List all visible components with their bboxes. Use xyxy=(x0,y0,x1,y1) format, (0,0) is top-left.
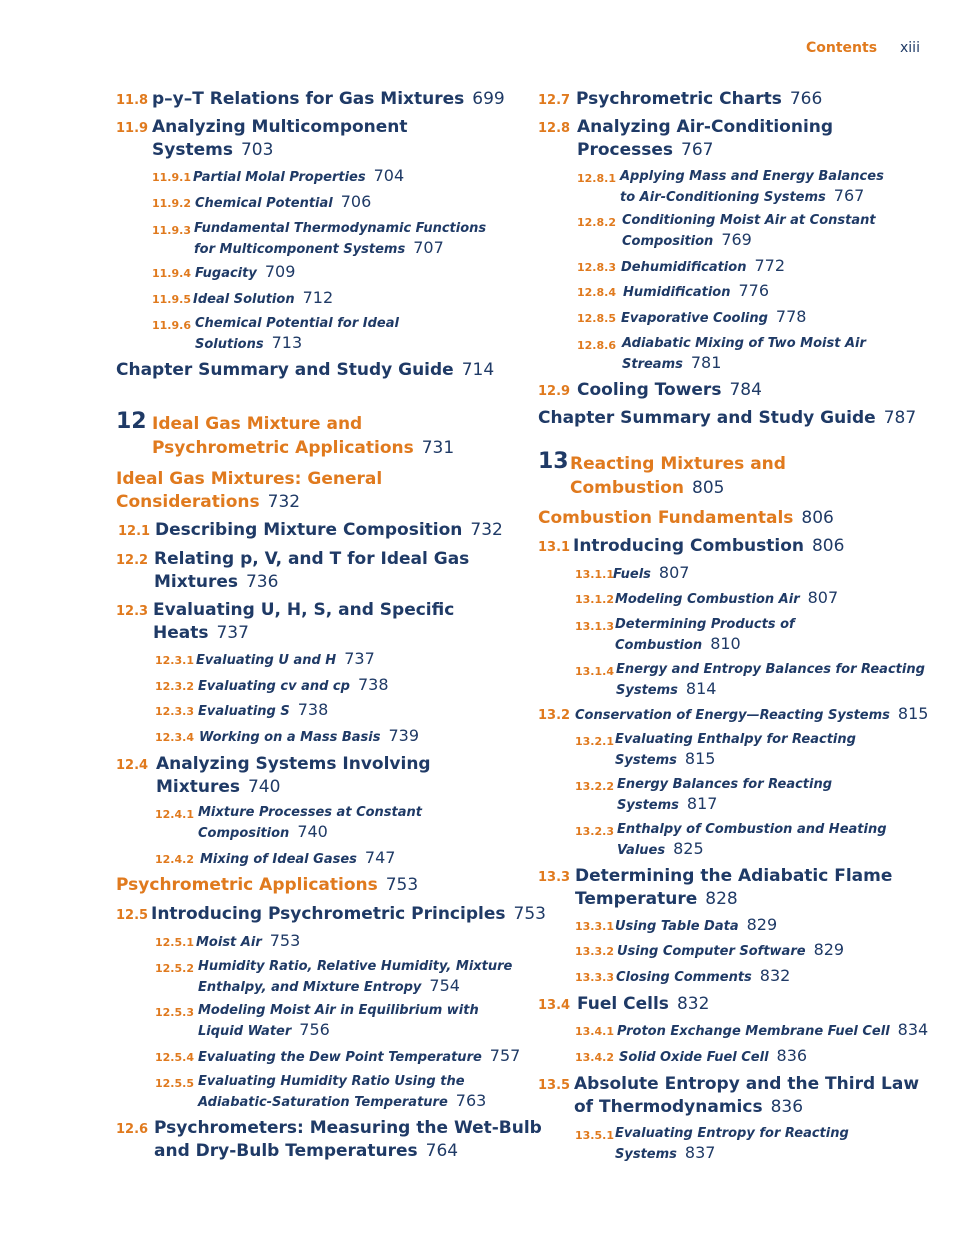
page-number: 753 xyxy=(385,875,419,895)
section-number: 12.8.5 xyxy=(577,312,616,325)
page-number: 815 xyxy=(684,749,716,768)
section-number: 13.3.3 xyxy=(575,971,614,984)
section-title-continued: Composition xyxy=(622,234,714,249)
page-number: 806 xyxy=(801,508,834,528)
section-title: Analyzing Multicomponent xyxy=(152,117,408,137)
toc-entry-12-5-4[interactable] xyxy=(155,1046,520,1067)
toc-entry-12-8-6[interactable] xyxy=(577,334,866,374)
section-title-continued: Mixtures xyxy=(156,777,240,797)
toc-entry-12-8-5[interactable] xyxy=(577,307,806,328)
toc-entry-12-8-4[interactable] xyxy=(577,281,769,302)
toc-entry-13-4-2[interactable] xyxy=(575,1046,807,1067)
page-number: 787 xyxy=(883,408,917,428)
section-number: 12.3.4 xyxy=(155,731,194,744)
section-number: 13.1.2 xyxy=(575,593,614,606)
toc-entry-13-4-1[interactable] xyxy=(575,1020,928,1041)
section-number: 12.8.2 xyxy=(577,216,616,229)
page-number: 754 xyxy=(429,976,460,995)
toc-entry-13-2-3[interactable] xyxy=(575,820,887,860)
section-title: Evaluating U and H xyxy=(196,653,337,668)
section-title-continued: Composition xyxy=(198,826,290,841)
section-title: Determining Products of xyxy=(615,617,795,632)
toc-entry-13-3-1[interactable] xyxy=(575,915,777,936)
toc-entry-11-9-6[interactable] xyxy=(152,314,399,354)
toc-entry-11-9[interactable] xyxy=(116,116,408,162)
section-title: Ideal Solution xyxy=(193,292,295,307)
section-title: Fuels xyxy=(613,567,651,582)
header-section: Contents xyxy=(806,40,878,56)
toc-entry-12-5-1[interactable] xyxy=(155,931,300,952)
toc-entry-12-5-5[interactable] xyxy=(155,1072,486,1112)
toc-entry-11-9-3[interactable] xyxy=(152,219,486,259)
section-title-continued: Adiabatic-Saturation Temperature xyxy=(198,1095,448,1110)
page-number: 707 xyxy=(413,238,444,257)
section-number: 12.8 xyxy=(538,121,571,136)
section-title: Conservation of Energy—Reacting Systems xyxy=(575,708,890,723)
page-number: 757 xyxy=(489,1046,521,1065)
section-title: Evaluating U, H, S, and Specific xyxy=(153,600,455,620)
page-number: 806 xyxy=(811,536,845,556)
toc-entry-11-9-1[interactable] xyxy=(152,166,404,187)
page-number: 772 xyxy=(754,256,785,275)
section-number: 12.9 xyxy=(538,384,571,399)
section-title-continued: Systems xyxy=(615,753,677,768)
page-number: 737 xyxy=(216,623,249,643)
section-number: 12.6 xyxy=(116,1122,149,1137)
section-number: 13.3 xyxy=(538,870,571,885)
page-number: 828 xyxy=(705,889,738,909)
toc-entry-chapter-11-summary[interactable] xyxy=(116,359,494,382)
toc-entry-12-5-3[interactable] xyxy=(155,1001,479,1041)
page-number: 738 xyxy=(357,675,389,694)
toc-entry-12-4-1[interactable] xyxy=(155,803,422,843)
section-title-continued: for Multicomponent Systems xyxy=(194,242,406,257)
page-number: 825 xyxy=(673,839,704,858)
toc-part-combustion-fundamentals[interactable] xyxy=(538,507,834,530)
section-number: 13.5.1 xyxy=(575,1129,614,1142)
section-number: 11.9 xyxy=(116,121,149,136)
toc-entry-12-2[interactable] xyxy=(116,548,469,594)
section-title: Chemical Potential for Ideal xyxy=(195,316,399,331)
part-title: Psychrometric Applications xyxy=(116,875,378,895)
section-title: Proton Exchange Membrane Fuel Cell xyxy=(617,1024,890,1039)
page-number: 747 xyxy=(364,848,396,867)
toc-chapter-13[interactable] xyxy=(538,449,786,500)
section-title: Using Table Data xyxy=(615,919,739,934)
section-number: 12.5.1 xyxy=(155,936,194,949)
page-number: 739 xyxy=(388,726,420,745)
page-number: 713 xyxy=(271,333,303,352)
section-title: Mixture Processes at Constant xyxy=(198,805,422,820)
toc-entry-12-4[interactable] xyxy=(116,753,431,799)
section-number: 12.5 xyxy=(116,908,149,923)
section-title: Evaporative Cooling xyxy=(621,311,768,326)
section-title-continued: Mixtures xyxy=(154,572,238,592)
page-number: 832 xyxy=(676,994,710,1014)
section-title: Chapter Summary and Study Guide xyxy=(116,360,454,380)
chapter-number: 13 xyxy=(538,449,569,474)
toc-part-ideal-gas-mixtures[interactable] xyxy=(116,468,382,514)
section-number: 13.1.4 xyxy=(575,665,614,678)
section-number: 12.4 xyxy=(116,758,149,773)
section-number: 13.3.1 xyxy=(575,920,614,933)
toc-entry-12-3-2[interactable] xyxy=(155,675,389,696)
section-title: Partial Molal Properties xyxy=(193,170,366,185)
page-number: 767 xyxy=(833,186,865,205)
page-number: 738 xyxy=(297,700,329,719)
section-number: 13.4.2 xyxy=(575,1051,614,1064)
section-title-continued: Enthalpy, and Mixture Entropy xyxy=(198,980,422,995)
part-title: Ideal Gas Mixtures: General xyxy=(116,469,383,489)
toc-entry-12-3[interactable] xyxy=(116,599,454,645)
page-number: 736 xyxy=(245,572,279,592)
section-number: 12.4.2 xyxy=(155,853,194,866)
section-title: Chemical Potential xyxy=(195,196,333,211)
section-number: 12.2 xyxy=(116,553,149,568)
section-number: 12.3.1 xyxy=(155,654,194,667)
section-number: 11.9.4 xyxy=(152,267,191,280)
section-number: 12.1 xyxy=(118,524,151,539)
section-title: Absolute Entropy and the Third Law xyxy=(574,1074,920,1094)
section-number: 11.9.3 xyxy=(152,224,191,237)
section-title: Relating p, V, and T for Ideal Gas xyxy=(154,549,470,569)
page-number: 753 xyxy=(269,931,301,950)
toc-entry-13-3[interactable] xyxy=(538,865,892,911)
part-title: Combustion Fundamentals xyxy=(538,508,794,528)
page-number: 712 xyxy=(302,288,334,307)
toc-entry-12-3-3[interactable] xyxy=(155,700,328,721)
toc-entry-12-9[interactable] xyxy=(538,379,762,402)
page-number: 817 xyxy=(686,794,718,813)
toc-entry-chapter-12-summary[interactable] xyxy=(538,407,916,430)
section-title-continued: to Air-Conditioning Systems xyxy=(620,190,826,205)
section-title: Evaluating Humidity Ratio Using the xyxy=(198,1074,465,1089)
toc-entry-12-5-2[interactable] xyxy=(155,957,512,997)
section-title-continued: Liquid Water xyxy=(198,1024,292,1039)
section-title: Introducing Combustion xyxy=(573,536,804,556)
page-number: 731 xyxy=(421,438,455,458)
page-number: 815 xyxy=(897,704,929,723)
page-number: 832 xyxy=(759,966,791,985)
section-title: Chapter Summary and Study Guide xyxy=(538,408,876,428)
section-title: Evaluating cv and cp xyxy=(198,679,350,694)
part-title-continued: Considerations xyxy=(116,492,260,512)
section-number: 12.7 xyxy=(538,93,571,108)
section-title: Evaluating S xyxy=(198,704,290,719)
page-number: 740 xyxy=(247,777,281,797)
page-number: 778 xyxy=(775,307,807,326)
page-number: 763 xyxy=(455,1091,487,1110)
section-title-continued: of Thermodynamics xyxy=(574,1097,763,1117)
section-title-continued: Solutions xyxy=(195,337,264,352)
section-title: Modeling Moist Air in Equilibrium with xyxy=(198,1003,479,1018)
page-number: 737 xyxy=(344,649,375,668)
section-number: 12.8.6 xyxy=(577,339,616,352)
section-title: Fundamental Thermodynamic Functions xyxy=(194,221,487,236)
section-title-continued: Systems xyxy=(615,1147,677,1162)
toc-entry-13-1-4[interactable] xyxy=(575,660,925,700)
section-number: 12.8.3 xyxy=(577,261,616,274)
section-number: 12.3.3 xyxy=(155,705,194,718)
section-number: 12.3 xyxy=(116,604,149,619)
section-title-continued: Heats xyxy=(153,623,209,643)
page-number: 784 xyxy=(729,380,762,400)
section-title-continued: Processes xyxy=(577,140,674,160)
page-number: 829 xyxy=(746,915,778,934)
section-number: 12.5.3 xyxy=(155,1006,194,1019)
toc-entry-13-1[interactable] xyxy=(538,535,844,558)
header-page-number: xiii xyxy=(900,40,920,56)
toc-entry-13-5[interactable] xyxy=(538,1073,919,1119)
toc-entry-13-1-1[interactable] xyxy=(575,563,689,584)
section-number: 12.3.2 xyxy=(155,680,194,693)
chapter-title: Ideal Gas Mixture and xyxy=(152,414,363,434)
section-number: 13.4 xyxy=(538,998,571,1013)
section-title: Fuel Cells xyxy=(577,994,669,1014)
section-title: Working on a Mass Basis xyxy=(199,730,381,745)
section-number: 11.9.5 xyxy=(152,293,191,306)
section-number: 13.1.3 xyxy=(575,620,614,633)
section-title: Solid Oxide Fuel Cell xyxy=(619,1050,769,1065)
section-title: Enthalpy of Combustion and Heating xyxy=(617,822,887,837)
section-number: 13.3.2 xyxy=(575,945,614,958)
toc-entry-12-5[interactable] xyxy=(116,903,546,926)
section-title: Energy and Entropy Balances for Reacting xyxy=(616,662,925,677)
toc-chapter-12[interactable] xyxy=(116,409,455,460)
section-number: 13.1.1 xyxy=(575,568,614,581)
toc-entry-12-1[interactable] xyxy=(116,519,503,542)
page-number: 836 xyxy=(776,1046,808,1065)
section-number: 12.5.2 xyxy=(155,962,194,975)
chapter-title-continued: Combustion xyxy=(570,478,684,498)
section-title: Mixing of Ideal Gases xyxy=(200,852,357,867)
section-title: Psychrometric Charts xyxy=(576,89,782,109)
toc-entry-13-2[interactable] xyxy=(538,704,928,725)
page-number: 704 xyxy=(373,166,405,185)
section-title: Modeling Combustion Air xyxy=(615,592,800,607)
toc-entry-12-4-2[interactable] xyxy=(155,848,395,869)
toc-entry-12-3-1[interactable] xyxy=(155,649,375,670)
toc-entry-13-1-3[interactable] xyxy=(575,615,795,655)
page-number: 732 xyxy=(470,520,503,540)
chapter-title: Reacting Mixtures and xyxy=(570,454,786,474)
section-number: 12.4.1 xyxy=(155,808,194,821)
toc-part-psychrometric-applications[interactable] xyxy=(116,874,418,897)
section-number: 11.9.1 xyxy=(152,171,191,184)
section-number: 13.2 xyxy=(538,708,571,723)
section-title: p–y–T Relations for Gas Mixtures xyxy=(152,89,465,109)
page-number: 706 xyxy=(340,192,372,211)
page-number: 805 xyxy=(692,478,725,498)
section-title: Closing Comments xyxy=(616,970,752,985)
toc-entry-11-9-4[interactable] xyxy=(152,262,295,283)
toc-entry-13-4[interactable] xyxy=(538,993,709,1016)
toc-entry-13-2-1[interactable] xyxy=(575,730,856,770)
page-number: 776 xyxy=(738,281,770,300)
page-number: 836 xyxy=(770,1097,804,1117)
section-title: Humidity Ratio, Relative Humidity, Mixture xyxy=(198,959,513,974)
section-title-continued: Streams xyxy=(622,357,683,372)
section-title: Humidification xyxy=(623,285,731,300)
section-number: 12.5.4 xyxy=(155,1051,194,1064)
section-title: Dehumidification xyxy=(621,260,747,275)
section-number: 13.1 xyxy=(538,540,571,555)
section-title: Analyzing Systems Involving xyxy=(156,754,431,774)
section-number: 13.4.1 xyxy=(575,1025,614,1038)
toc-entry-13-1-2[interactable] xyxy=(575,588,838,609)
page-number: 781 xyxy=(690,353,722,372)
page-number: 732 xyxy=(267,492,301,512)
section-title-continued: Systems xyxy=(617,798,679,813)
section-number: 12.8.4 xyxy=(577,286,616,299)
section-title-continued: Combustion xyxy=(615,638,703,653)
chapter-title-continued: Psychrometric Applications xyxy=(152,438,414,458)
page-number: 767 xyxy=(681,140,714,160)
section-title-continued: Systems xyxy=(616,683,678,698)
page-number: 814 xyxy=(685,679,717,698)
page-number: 810 xyxy=(710,634,741,653)
section-title: Applying Mass and Energy Balances xyxy=(620,169,884,184)
toc-entry-13-3-2[interactable] xyxy=(575,940,844,961)
section-title: Energy Balances for Reacting xyxy=(617,777,833,792)
section-number: 11.9.6 xyxy=(152,319,191,332)
toc-entry-11-9-2[interactable] xyxy=(152,192,371,213)
section-number: 11.9.2 xyxy=(152,197,191,210)
toc-entry-12-8-2[interactable] xyxy=(577,211,876,251)
page-number: 807 xyxy=(658,563,690,582)
page-header xyxy=(806,40,920,56)
section-title: Evaluating the Dew Point Temperature xyxy=(198,1050,482,1065)
section-title-continued: Temperature xyxy=(575,889,698,909)
page-number: 699 xyxy=(472,89,505,109)
toc-entry-12-7[interactable] xyxy=(538,88,822,111)
section-title-continued: and Dry-Bulb Temperatures xyxy=(154,1141,418,1161)
page-number: 714 xyxy=(461,360,495,380)
page-number: 756 xyxy=(299,1020,330,1039)
page-number: 837 xyxy=(684,1143,716,1162)
section-title: Evaluating Entropy for Reacting xyxy=(615,1126,849,1141)
section-title: Moist Air xyxy=(196,935,262,950)
toc-entry-12-8-1[interactable] xyxy=(577,167,884,207)
page-number: 766 xyxy=(789,89,823,109)
section-title: Evaluating Enthalpy for Reacting xyxy=(615,732,856,747)
section-title-continued: Systems xyxy=(152,140,233,160)
page-number: 709 xyxy=(264,262,296,281)
section-title: Determining the Adiabatic Flame xyxy=(575,866,893,886)
toc-entry-11-9-5[interactable] xyxy=(152,288,333,309)
section-title-continued: Values xyxy=(617,843,666,858)
section-title: Adiabatic Mixing of Two Moist Air xyxy=(622,336,866,351)
section-title: Using Computer Software xyxy=(617,944,806,959)
chapter-number: 12 xyxy=(116,409,147,434)
toc-entry-12-6[interactable] xyxy=(116,1117,542,1163)
section-number: 11.8 xyxy=(116,93,149,108)
toc-entry-12-8[interactable] xyxy=(538,116,833,162)
section-title: Cooling Towers xyxy=(577,380,722,400)
section-title: Introducing Psychrometric Principles xyxy=(151,904,506,924)
page-number: 769 xyxy=(721,230,752,249)
section-number: 13.2.3 xyxy=(575,825,614,838)
section-title: Fugacity xyxy=(195,266,257,281)
toc-entry-13-3-3[interactable] xyxy=(575,966,790,987)
toc-entry-12-3-4[interactable] xyxy=(155,726,419,747)
toc-entry-13-2-2[interactable] xyxy=(575,775,832,815)
section-number: 12.8.1 xyxy=(577,172,616,185)
section-number: 12.5.5 xyxy=(155,1077,194,1090)
page-number: 753 xyxy=(513,904,546,924)
page-number: 703 xyxy=(240,140,274,160)
page-number: 807 xyxy=(807,588,839,607)
toc-entry-12-8-3[interactable] xyxy=(577,256,785,277)
page-number: 764 xyxy=(425,1141,459,1161)
toc-entry-11-8[interactable] xyxy=(116,88,505,111)
section-number: 13.5 xyxy=(538,1078,571,1093)
section-title: Describing Mixture Composition xyxy=(155,520,463,540)
section-title: Analyzing Air-Conditioning xyxy=(577,117,834,137)
page-number: 829 xyxy=(813,940,845,959)
section-number: 13.2.1 xyxy=(575,735,614,748)
section-number: 13.2.2 xyxy=(575,780,614,793)
page-number: 834 xyxy=(897,1020,929,1039)
section-title: Conditioning Moist Air at Constant xyxy=(622,213,876,228)
section-title: Psychrometers: Measuring the Wet-Bulb xyxy=(154,1118,542,1138)
page-number: 740 xyxy=(297,822,328,841)
toc-entry-13-5-1[interactable] xyxy=(575,1124,849,1164)
